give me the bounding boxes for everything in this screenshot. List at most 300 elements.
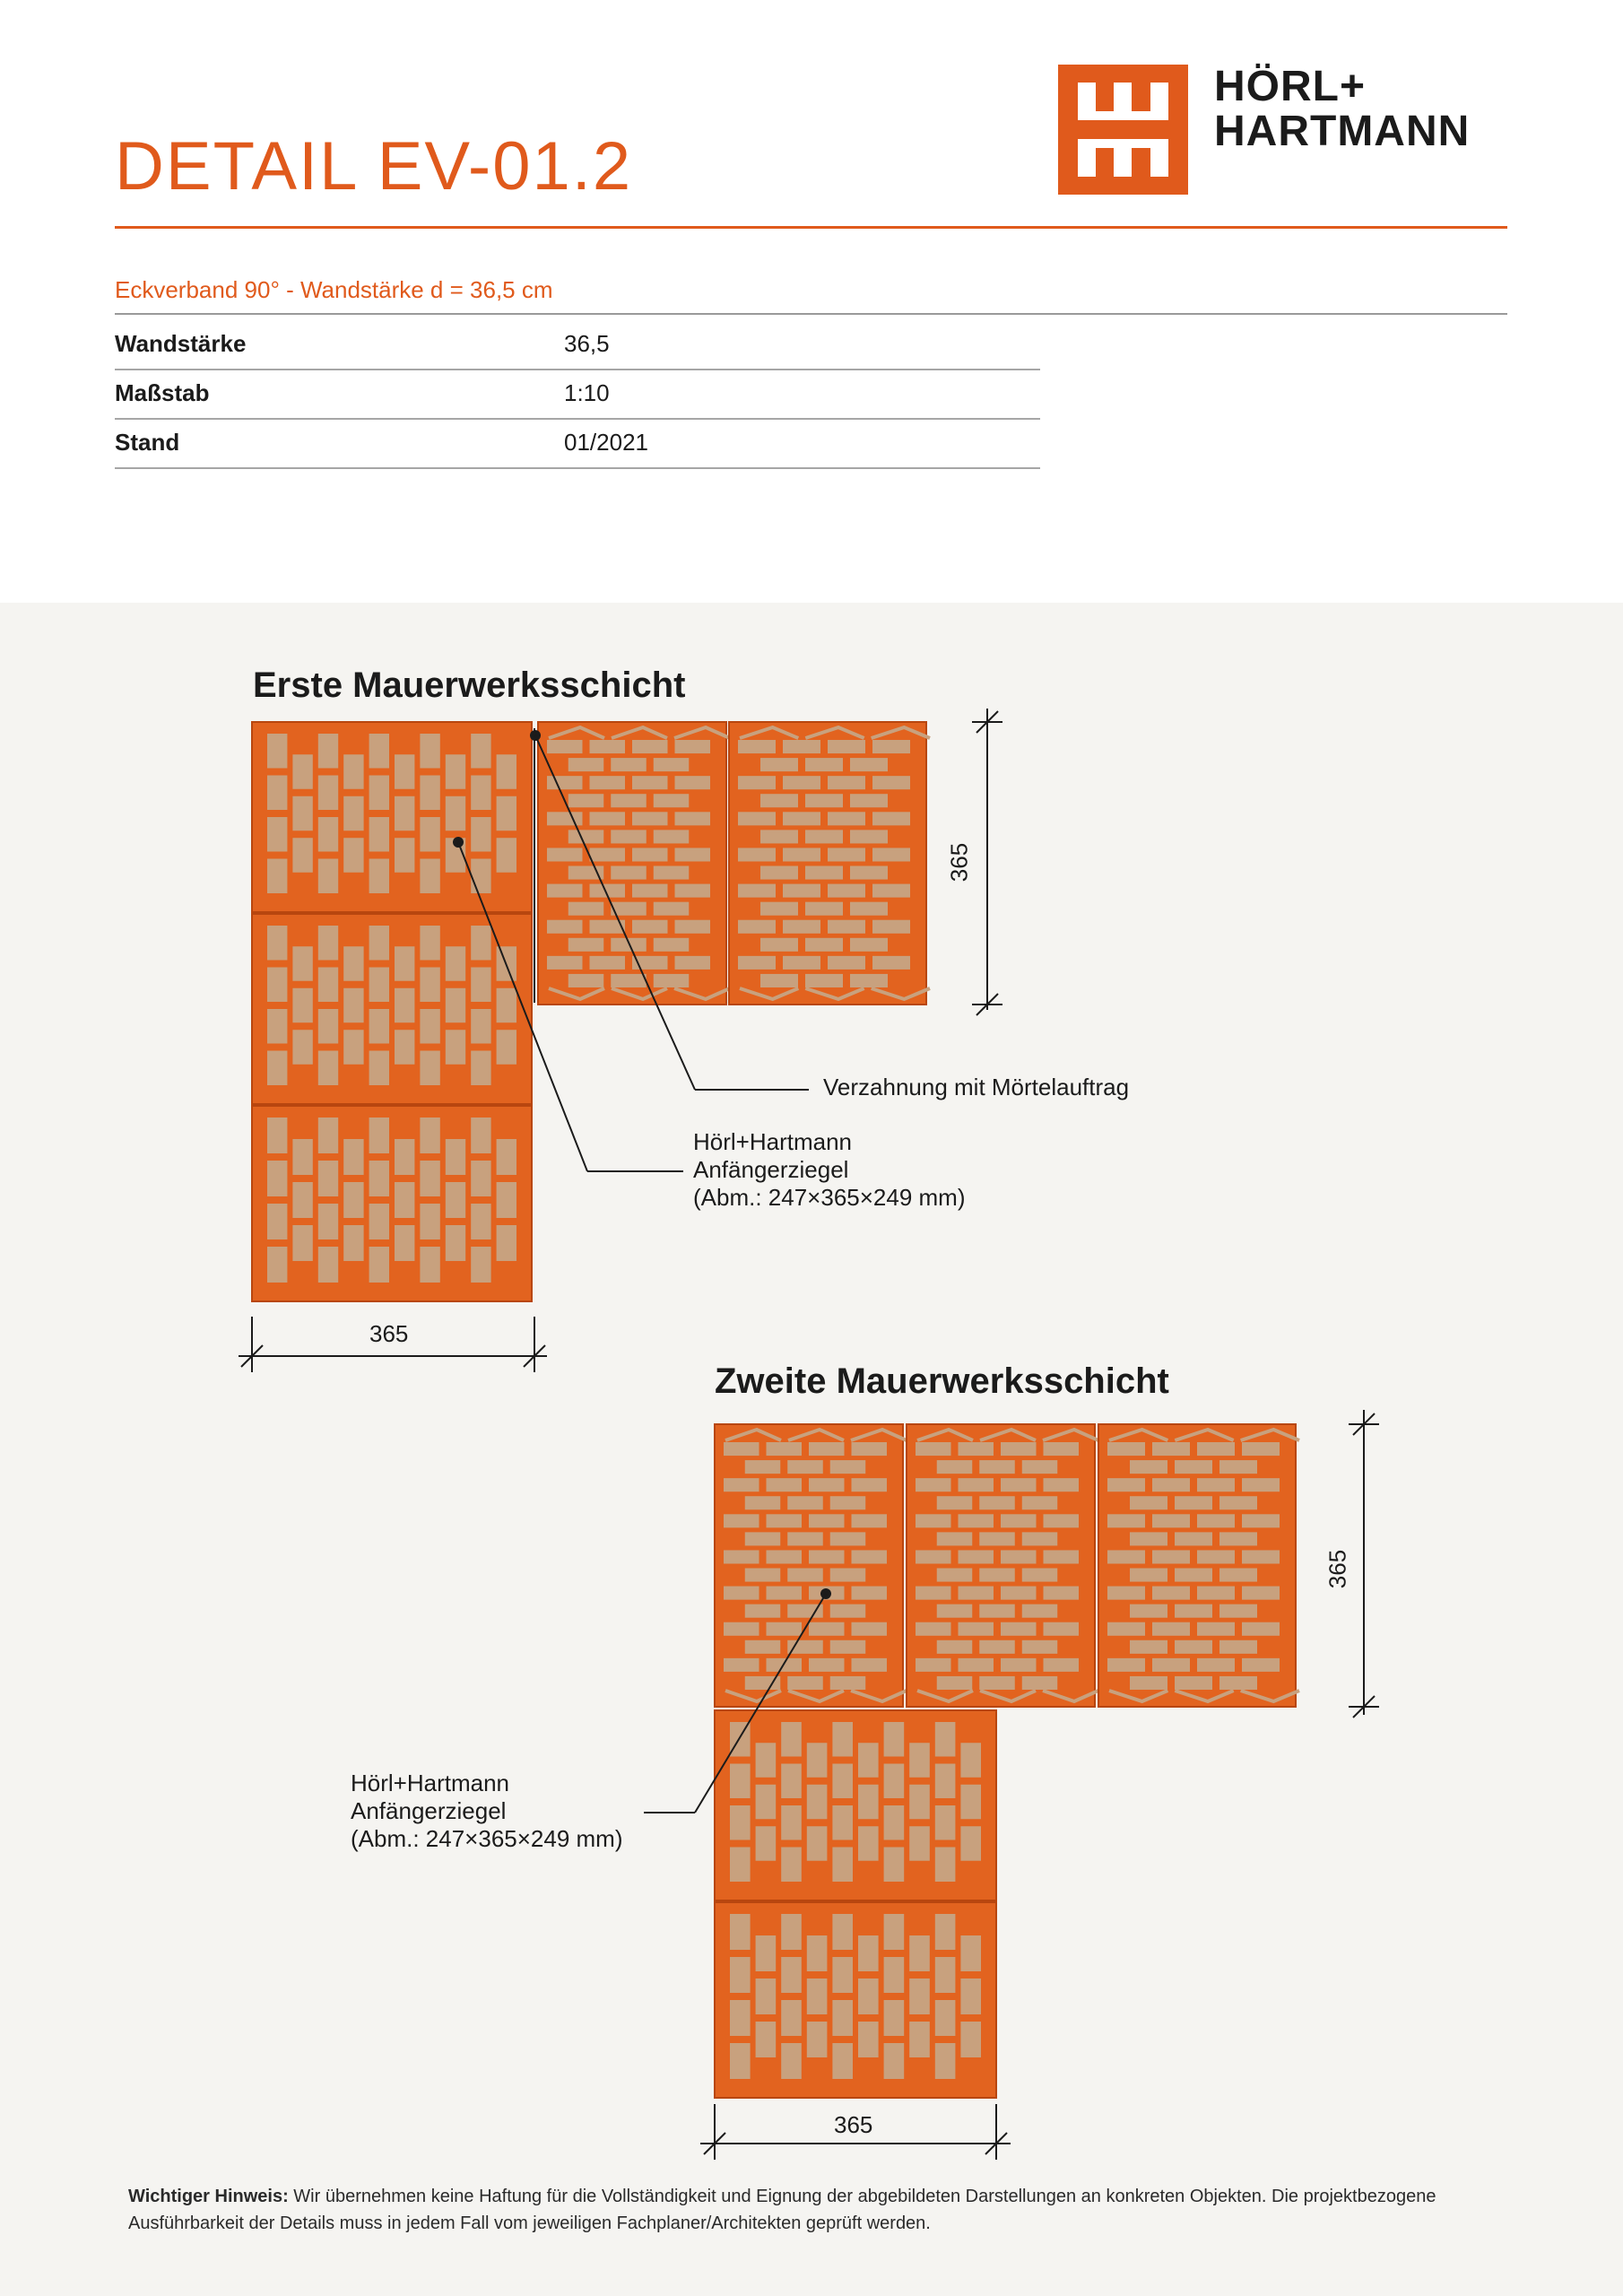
brick-hole bbox=[1242, 1478, 1280, 1492]
brick-hole bbox=[318, 1051, 338, 1086]
brick-hole bbox=[828, 740, 865, 753]
brick-hole bbox=[446, 754, 465, 789]
brick-hole bbox=[1219, 1640, 1257, 1654]
brick-hole bbox=[611, 830, 647, 843]
brick-hole bbox=[1044, 1550, 1080, 1563]
brick-hole bbox=[590, 812, 626, 825]
brick-hole bbox=[267, 734, 287, 769]
callout-line: Anfängerziegel bbox=[351, 1797, 507, 1824]
brick-hole bbox=[654, 902, 690, 916]
brick-hole bbox=[343, 988, 363, 1023]
brick-hole bbox=[471, 776, 490, 811]
brick-hole bbox=[547, 776, 583, 789]
brick-hole bbox=[369, 926, 389, 961]
brick-hole bbox=[884, 1764, 905, 1799]
brick-hole bbox=[830, 1640, 866, 1654]
brick-hole bbox=[767, 1514, 803, 1527]
brick-hole bbox=[979, 1496, 1015, 1509]
brick-hole bbox=[916, 1478, 951, 1492]
brick-hole bbox=[292, 1225, 312, 1261]
brick-hole bbox=[568, 794, 604, 807]
brick-hole bbox=[724, 1550, 759, 1563]
brick-hole bbox=[292, 1139, 312, 1175]
brick-hole bbox=[858, 1743, 879, 1778]
brick-hole bbox=[1175, 1569, 1212, 1582]
brick-hole bbox=[471, 859, 490, 894]
brick-hole bbox=[420, 734, 439, 769]
brick-hole bbox=[654, 866, 690, 880]
callout-line: (Abm.: 247×365×249 mm) bbox=[351, 1825, 623, 1852]
brick-hole bbox=[420, 817, 439, 852]
brick-hole bbox=[724, 1478, 759, 1492]
brick-hole bbox=[611, 938, 647, 952]
brick-hole bbox=[935, 1722, 956, 1757]
brick-hole bbox=[395, 1030, 414, 1065]
brick-hole bbox=[872, 884, 910, 898]
brick-hole bbox=[960, 1826, 981, 1861]
brick-hole bbox=[267, 1204, 287, 1239]
brick-hole bbox=[446, 1139, 465, 1175]
brick-hole bbox=[1044, 1587, 1080, 1600]
brick-hole bbox=[960, 2022, 981, 2057]
brick-hole bbox=[872, 812, 910, 825]
brick-hole bbox=[756, 1743, 777, 1778]
brick-hole bbox=[830, 1676, 866, 1690]
brick-hole bbox=[267, 968, 287, 1003]
brick-hole bbox=[935, 1805, 956, 1840]
brick-hole bbox=[916, 1622, 951, 1636]
brick-hole bbox=[497, 1225, 516, 1261]
brick-hole bbox=[935, 1848, 956, 1883]
brick-hole bbox=[1022, 1496, 1058, 1509]
brick-hole bbox=[1197, 1658, 1235, 1672]
brick-hole bbox=[760, 758, 798, 771]
brick-hole bbox=[937, 1460, 973, 1474]
brick-hole bbox=[1242, 1587, 1280, 1600]
brick-hole bbox=[832, 2000, 853, 2036]
brick-hole bbox=[446, 1030, 465, 1065]
brick-hole bbox=[872, 740, 910, 753]
brick-hole bbox=[318, 926, 338, 961]
brick-hole bbox=[979, 1605, 1015, 1618]
brick-hole bbox=[318, 817, 338, 852]
brick-hole bbox=[1044, 1622, 1080, 1636]
callout-line: Hörl+Hartmann bbox=[351, 1770, 510, 1796]
brick-hole bbox=[916, 1442, 951, 1456]
brick-hole bbox=[547, 956, 583, 970]
brick-hole bbox=[318, 1161, 338, 1196]
brick-hole bbox=[1022, 1676, 1058, 1690]
brick-hole bbox=[1197, 1478, 1235, 1492]
brick-hole bbox=[781, 1805, 802, 1840]
brick-hole bbox=[395, 754, 414, 789]
brick-hole bbox=[395, 946, 414, 981]
brick-hole bbox=[547, 848, 583, 861]
brick-hole bbox=[369, 1051, 389, 1086]
brick-hole bbox=[1175, 1640, 1212, 1654]
brick-hole bbox=[1130, 1496, 1167, 1509]
brick-hole bbox=[343, 1030, 363, 1065]
brick-hole bbox=[675, 812, 711, 825]
dimension-label: 365 bbox=[834, 2111, 873, 2138]
brick-hole bbox=[292, 988, 312, 1023]
brick-hole bbox=[850, 794, 888, 807]
brick-hole bbox=[872, 848, 910, 861]
callout-line: Anfängerziegel bbox=[693, 1156, 849, 1183]
brick-hole bbox=[1001, 1658, 1037, 1672]
brick-hole bbox=[395, 1139, 414, 1175]
brick-hole bbox=[909, 1785, 930, 1820]
brick-hole bbox=[959, 1442, 994, 1456]
brick-hole bbox=[1130, 1532, 1167, 1545]
brick-hole bbox=[935, 1914, 956, 1950]
brick-hole bbox=[1022, 1532, 1058, 1545]
brick-hole bbox=[1197, 1622, 1235, 1636]
brick-hole bbox=[979, 1532, 1015, 1545]
brick-hole bbox=[471, 926, 490, 961]
brick-hole bbox=[1219, 1496, 1257, 1509]
brick-hole bbox=[1001, 1442, 1037, 1456]
brick-hole bbox=[730, 1957, 751, 1993]
brick-hole bbox=[852, 1442, 888, 1456]
brick-hole bbox=[1152, 1442, 1190, 1456]
brick-hole bbox=[760, 902, 798, 916]
brick-hole bbox=[1130, 1569, 1167, 1582]
brick-hole bbox=[767, 1550, 803, 1563]
brick-hole bbox=[805, 830, 843, 843]
brick-hole bbox=[568, 830, 604, 843]
second-layer-title: Zweite Mauerwerksschicht bbox=[715, 1361, 1169, 1401]
brick-hole bbox=[369, 859, 389, 894]
brick-hole bbox=[828, 920, 865, 934]
brick-hole bbox=[1219, 1605, 1257, 1618]
brick-hole bbox=[675, 740, 711, 753]
brick-hole bbox=[959, 1514, 994, 1527]
brick-hole bbox=[828, 956, 865, 970]
brick-hole bbox=[675, 920, 711, 934]
brick-hole bbox=[807, 1935, 828, 1971]
brick-hole bbox=[675, 956, 711, 970]
brick-hole bbox=[471, 1161, 490, 1196]
brick-hole bbox=[343, 1225, 363, 1261]
brick-hole bbox=[1107, 1550, 1145, 1563]
brick-hole bbox=[1152, 1478, 1190, 1492]
brick-hole bbox=[852, 1550, 888, 1563]
brick-hole bbox=[724, 1587, 759, 1600]
brick-hole bbox=[369, 817, 389, 852]
brick-hole bbox=[343, 1139, 363, 1175]
brand-line-2: HARTMANN bbox=[1214, 108, 1471, 155]
brick-hole bbox=[805, 974, 843, 987]
brick-hole bbox=[909, 2022, 930, 2057]
brick-hole bbox=[1001, 1550, 1037, 1563]
brick-hole bbox=[783, 812, 820, 825]
brick-hole bbox=[979, 1460, 1015, 1474]
brick-hole bbox=[745, 1532, 781, 1545]
brick-hole bbox=[497, 796, 516, 831]
brick-hole bbox=[909, 1826, 930, 1861]
brick-hole bbox=[654, 758, 690, 771]
brick-hole bbox=[420, 859, 439, 894]
brick-hole bbox=[1175, 1496, 1212, 1509]
brick-hole bbox=[497, 838, 516, 873]
brick-hole bbox=[446, 1182, 465, 1218]
brick-hole bbox=[420, 1247, 439, 1283]
brick-hole bbox=[611, 794, 647, 807]
brick-hole bbox=[420, 1051, 439, 1086]
callout-brick-second bbox=[351, 1770, 623, 1853]
brick-hole bbox=[1197, 1442, 1235, 1456]
brick-hole bbox=[1001, 1478, 1037, 1492]
brick-hole bbox=[267, 859, 287, 894]
brick-hole bbox=[547, 740, 583, 753]
brick-hole bbox=[884, 1848, 905, 1883]
brick-hole bbox=[1107, 1478, 1145, 1492]
brick-hole bbox=[781, 1848, 802, 1883]
brick-hole bbox=[858, 1785, 879, 1820]
brick-hole bbox=[830, 1460, 866, 1474]
brick-hole bbox=[916, 1658, 951, 1672]
brick-hole bbox=[787, 1532, 823, 1545]
brick-hole bbox=[267, 1009, 287, 1044]
brick-hole bbox=[1044, 1514, 1080, 1527]
brick-hole bbox=[1152, 1658, 1190, 1672]
brick-hole bbox=[909, 1743, 930, 1778]
brick-hole bbox=[730, 1848, 751, 1883]
property-label: Maßstab bbox=[115, 379, 210, 406]
brick-hole bbox=[654, 830, 690, 843]
brick-hole bbox=[632, 884, 668, 898]
brick-hole bbox=[611, 866, 647, 880]
brick-hole bbox=[318, 968, 338, 1003]
brick-hole bbox=[1197, 1587, 1235, 1600]
brick-hole bbox=[745, 1460, 781, 1474]
brick-hole bbox=[318, 776, 338, 811]
brick-hole bbox=[738, 812, 776, 825]
brick-hole bbox=[420, 968, 439, 1003]
brick-hole bbox=[850, 866, 888, 880]
brick-hole bbox=[916, 1514, 951, 1527]
brick-hole bbox=[809, 1658, 845, 1672]
brick-hole bbox=[369, 1161, 389, 1196]
brick-hole bbox=[783, 884, 820, 898]
brick-hole bbox=[745, 1569, 781, 1582]
brick-hole bbox=[852, 1478, 888, 1492]
brick-hole bbox=[654, 794, 690, 807]
brick-hole bbox=[318, 859, 338, 894]
brick-hole bbox=[828, 776, 865, 789]
brick-hole bbox=[547, 812, 583, 825]
brick-hole bbox=[828, 848, 865, 861]
brick-hole bbox=[471, 734, 490, 769]
brick-hole bbox=[730, 1722, 751, 1757]
brick-hole bbox=[343, 946, 363, 981]
brick-hole bbox=[738, 956, 776, 970]
brick-hole bbox=[783, 776, 820, 789]
brick-hole bbox=[497, 1030, 516, 1065]
brick-hole bbox=[1022, 1569, 1058, 1582]
brick-hole bbox=[767, 1442, 803, 1456]
brick-hole bbox=[292, 946, 312, 981]
brick-hole bbox=[675, 776, 711, 789]
brick-hole bbox=[959, 1550, 994, 1563]
brick-hole bbox=[568, 758, 604, 771]
brick-hole bbox=[872, 920, 910, 934]
brick-hole bbox=[675, 884, 711, 898]
property-value: 1:10 bbox=[564, 379, 610, 406]
notice-label: Wichtiger Hinweis: bbox=[128, 2187, 289, 2206]
brick-hole bbox=[471, 968, 490, 1003]
brick-hole bbox=[675, 848, 711, 861]
brick-hole bbox=[960, 1743, 981, 1778]
brick-hole bbox=[343, 1182, 363, 1218]
brick-hole bbox=[858, 1826, 879, 1861]
brick-hole bbox=[884, 2043, 905, 2079]
notice-text: Wir übernehmen keine Haftung für die Vollständigkeit und Eignung der abgebildeten Darstellungen an konkreten Objekten. Die projektbezogene Ausführbarkeit der Details muss in jedem Fall vom jeweiligen Fachplaner/Architekten geprüft werden. bbox=[128, 2187, 1436, 2233]
brick-hole bbox=[369, 1247, 389, 1283]
brick-hole bbox=[1175, 1532, 1212, 1545]
property-label: Stand bbox=[115, 429, 180, 456]
brick-hole bbox=[935, 1764, 956, 1799]
brick-hole bbox=[809, 1478, 845, 1492]
brick-hole bbox=[1152, 1550, 1190, 1563]
brick-hole bbox=[760, 974, 798, 987]
brick-hole bbox=[832, 2043, 853, 2079]
brick-hole bbox=[738, 920, 776, 934]
brick-hole bbox=[568, 902, 604, 916]
brick-hole bbox=[395, 1182, 414, 1218]
brick-hole bbox=[632, 848, 668, 861]
brick-hole bbox=[369, 1204, 389, 1239]
brick-hole bbox=[805, 794, 843, 807]
brick-hole bbox=[1197, 1514, 1235, 1527]
brick-hole bbox=[1242, 1550, 1280, 1563]
brick-hole bbox=[318, 734, 338, 769]
brick-hole bbox=[884, 2000, 905, 2036]
brick-hole bbox=[292, 1030, 312, 1065]
brick-hole bbox=[884, 1722, 905, 1757]
brick-hole bbox=[767, 1622, 803, 1636]
brick-hole bbox=[1175, 1676, 1212, 1690]
brick-hole bbox=[872, 956, 910, 970]
brick-hole bbox=[590, 848, 626, 861]
dimension-label: 365 bbox=[1324, 1549, 1351, 1589]
brick-hole bbox=[960, 1979, 981, 2014]
brick-hole bbox=[267, 776, 287, 811]
brick-hole bbox=[547, 884, 583, 898]
callout-joint-label: Verzahnung mit Mörtelauftrag bbox=[823, 1074, 1130, 1100]
brick-hole bbox=[1175, 1605, 1212, 1618]
brick-hole bbox=[909, 1935, 930, 1971]
brick-hole bbox=[832, 1722, 853, 1757]
brick-hole bbox=[937, 1605, 973, 1618]
property-value: 36,5 bbox=[564, 330, 610, 357]
brick-hole bbox=[446, 1225, 465, 1261]
brick-hole bbox=[830, 1532, 866, 1545]
brick-hole bbox=[369, 776, 389, 811]
brick-hole bbox=[395, 838, 414, 873]
brick-hole bbox=[267, 1247, 287, 1283]
brick-hole bbox=[1044, 1442, 1080, 1456]
brick-hole bbox=[832, 1848, 853, 1883]
brick-hole bbox=[916, 1550, 951, 1563]
brick-hole bbox=[1152, 1587, 1190, 1600]
brick-hole bbox=[395, 1225, 414, 1261]
brick-hole bbox=[590, 956, 626, 970]
brick-hole bbox=[318, 1204, 338, 1239]
brick-hole bbox=[395, 988, 414, 1023]
brick-hole bbox=[872, 776, 910, 789]
brick-hole bbox=[267, 1118, 287, 1153]
brick-hole bbox=[1022, 1460, 1058, 1474]
brick-hole bbox=[420, 1009, 439, 1044]
brick-hole bbox=[1044, 1658, 1080, 1672]
brick-hole bbox=[318, 1009, 338, 1044]
brick-hole bbox=[884, 1805, 905, 1840]
brick-hole bbox=[1175, 1460, 1212, 1474]
brick-hole bbox=[756, 1935, 777, 1971]
brick-hole bbox=[805, 866, 843, 880]
brick-hole bbox=[852, 1587, 888, 1600]
brick-hole bbox=[738, 848, 776, 861]
brick-hole bbox=[724, 1622, 759, 1636]
brick-hole bbox=[632, 740, 668, 753]
dimension-label: 365 bbox=[945, 842, 973, 883]
brick-hole bbox=[767, 1587, 803, 1600]
brick-hole bbox=[724, 1658, 759, 1672]
brick-hole bbox=[832, 1805, 853, 1840]
brick-hole bbox=[497, 988, 516, 1023]
brick-hole bbox=[783, 920, 820, 934]
brick-hole bbox=[730, 1914, 751, 1950]
brick-hole bbox=[935, 2000, 956, 2036]
brick-hole bbox=[590, 740, 626, 753]
brick-hole bbox=[738, 884, 776, 898]
brick-hole bbox=[1107, 1442, 1145, 1456]
brick-hole bbox=[935, 2043, 956, 2079]
brick-hole bbox=[756, 1785, 777, 1820]
brick-hole bbox=[369, 968, 389, 1003]
brick-hole bbox=[858, 1979, 879, 2014]
detail-subtitle: Eckverband 90° - Wandstärke d = 36,5 cm bbox=[115, 276, 553, 303]
brick-hole bbox=[471, 1247, 490, 1283]
brick-hole bbox=[787, 1569, 823, 1582]
brick-hole bbox=[730, 1764, 751, 1799]
brick-hole bbox=[807, 2022, 828, 2057]
brick-hole bbox=[850, 938, 888, 952]
brick-hole bbox=[420, 776, 439, 811]
brick-hole bbox=[937, 1532, 973, 1545]
brick-hole bbox=[916, 1587, 951, 1600]
callout-brick-first bbox=[693, 1128, 966, 1212]
property-label: Wandstärke bbox=[115, 330, 247, 357]
brick-hole bbox=[960, 1785, 981, 1820]
brick-hole bbox=[738, 776, 776, 789]
brick-hole bbox=[471, 817, 490, 852]
brick-hole bbox=[909, 1979, 930, 2014]
brick-hole bbox=[1242, 1658, 1280, 1672]
brick-hole bbox=[745, 1496, 781, 1509]
brick-hole bbox=[632, 812, 668, 825]
brick-hole bbox=[292, 1182, 312, 1218]
brick-hole bbox=[420, 926, 439, 961]
brick-hole bbox=[730, 2043, 751, 2079]
brick-hole bbox=[654, 974, 690, 987]
brick-hole bbox=[852, 1622, 888, 1636]
brick-hole bbox=[787, 1676, 823, 1690]
brick-hole bbox=[979, 1640, 1015, 1654]
brick-hole bbox=[730, 2000, 751, 2036]
